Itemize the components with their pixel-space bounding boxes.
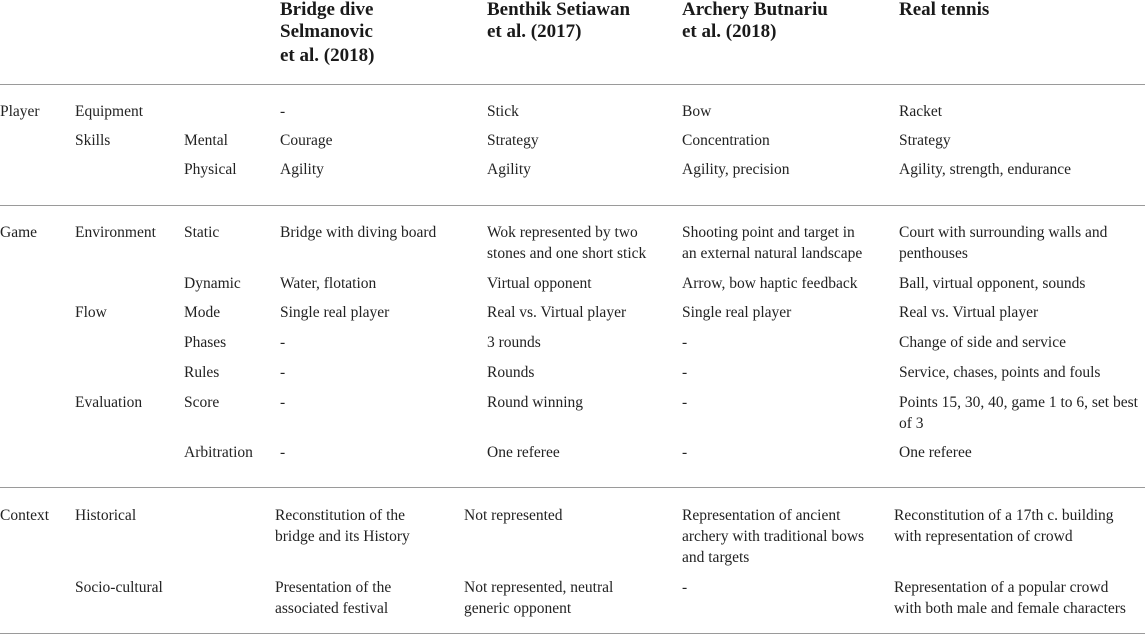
sub-flow: Flow <box>75 304 107 321</box>
cell-r12-tennis-line2: with both male and female characters <box>894 600 1126 617</box>
cell-r7-archery: - <box>682 334 688 351</box>
section-rule-player <box>0 205 1145 206</box>
cell-r11-archery-line1: Representation of ancient <box>682 507 841 524</box>
category-game: Game <box>0 224 38 241</box>
cell-r3-bridge: Agility <box>280 161 324 178</box>
header-benthik-line1: Benthik Setiawan <box>487 0 631 20</box>
category-player: Player <box>0 103 40 120</box>
cell-r5-archery: Arrow, bow haptic feedback <box>682 275 858 292</box>
cell-r4-archery-line2: an external natural landscape <box>682 245 863 262</box>
cell-r1-archery: Bow <box>682 103 712 120</box>
subsub-dynamic: Dynamic <box>184 275 241 292</box>
cell-r10-benthik: One referee <box>487 444 560 461</box>
cell-r2-tennis: Strategy <box>899 132 951 149</box>
header-tennis: Real tennis <box>899 0 990 20</box>
cell-r10-tennis: One referee <box>899 444 972 461</box>
cell-r1-bridge: - <box>280 103 286 120</box>
cell-r3-benthik: Agility <box>487 161 531 178</box>
cell-r11-archery-line3: and targets <box>682 549 750 566</box>
cell-r10-bridge: - <box>280 444 286 461</box>
cell-r5-bridge: Water, flotation <box>280 275 377 292</box>
sub-environment: Environment <box>75 224 156 241</box>
cell-r7-benthik: 3 rounds <box>487 334 541 351</box>
cell-r7-tennis: Change of side and service <box>899 334 1066 351</box>
cell-r5-tennis: Ball, virtual opponent, sounds <box>899 275 1086 292</box>
cell-r8-archery: - <box>682 364 688 381</box>
header-bridge-line3: et al. (2018) <box>280 45 375 66</box>
cell-r4-archery-line1: Shooting point and target in <box>682 224 855 241</box>
cell-r4-bridge: Bridge with diving board <box>280 224 437 241</box>
subsub-arbitration: Arbitration <box>184 444 253 461</box>
subsub-phases: Phases <box>184 334 227 351</box>
cell-r9-benthik: Round winning <box>487 394 584 411</box>
cell-r9-tennis-line1: Points 15, 30, 40, game 1 to 6, set best <box>899 394 1138 411</box>
cell-r8-tennis: Service, chases, points and fouls <box>899 364 1101 381</box>
section-rule-game <box>0 487 1145 488</box>
cell-r11-tennis-line1: Reconstitution of a 17th c. building <box>894 507 1114 524</box>
cell-r12-archery: - <box>682 579 688 596</box>
cell-r1-benthik: Stick <box>487 103 519 120</box>
header-bridge-line1: Bridge dive <box>280 0 374 20</box>
cell-r9-bridge: - <box>280 394 286 411</box>
subsub-mode: Mode <box>184 304 221 321</box>
sub-evaluation: Evaluation <box>75 394 143 411</box>
sub-equipment: Equipment <box>75 103 144 120</box>
cell-r4-tennis-line1: Court with surrounding walls and <box>899 224 1108 241</box>
cell-r4-tennis-line2: penthouses <box>899 245 968 262</box>
cell-r7-bridge: - <box>280 334 286 351</box>
cell-r11-archery-line2: archery with traditional bows <box>682 528 865 545</box>
cell-r11-bridge-line2: bridge and its History <box>275 528 410 545</box>
cell-r4-benthik-line2: stones and one short stick <box>487 245 647 262</box>
cell-r6-benthik: Real vs. Virtual player <box>487 304 627 321</box>
sub-skills: Skills <box>75 132 111 149</box>
cell-r11-tennis-line2: with representation of crowd <box>894 528 1073 545</box>
subsub-score: Score <box>184 394 220 411</box>
cell-r11-benthik: Not represented <box>464 507 563 524</box>
subsub-mental: Mental <box>184 132 228 149</box>
cell-r2-bridge: Courage <box>280 132 333 149</box>
cell-r6-archery: Single real player <box>682 304 792 321</box>
cell-r12-benthik-line1: Not represented, neutral <box>464 579 614 596</box>
sub-historical: Historical <box>75 507 137 524</box>
header-archery-line1: Archery Butnariu <box>682 0 828 20</box>
subsub-physical: Physical <box>184 161 237 178</box>
cell-r3-archery: Agility, precision <box>682 161 790 178</box>
cell-r5-benthik: Virtual opponent <box>487 275 592 292</box>
subsub-rules: Rules <box>184 364 220 381</box>
cell-r6-tennis: Real vs. Virtual player <box>899 304 1039 321</box>
cell-r8-benthik: Rounds <box>487 364 535 381</box>
cell-r3-tennis: Agility, strength, endurance <box>899 161 1072 178</box>
cell-r9-archery: - <box>682 394 688 411</box>
cell-r12-bridge-line2: associated festival <box>275 600 389 617</box>
bottom-rule <box>0 633 1145 634</box>
cell-r6-bridge: Single real player <box>280 304 390 321</box>
cell-r10-archery: - <box>682 444 688 461</box>
cell-r11-bridge-line1: Reconstitution of the <box>275 507 406 524</box>
cell-r2-archery: Concentration <box>682 132 770 149</box>
category-context: Context <box>0 507 50 524</box>
sub-socio-cultural: Socio-cultural <box>75 579 163 596</box>
cell-r1-tennis: Racket <box>899 103 943 120</box>
cell-r8-bridge: - <box>280 364 286 381</box>
cell-r4-benthik-line1: Wok represented by two <box>487 224 638 241</box>
subsub-static: Static <box>184 224 220 241</box>
cell-r12-bridge-line1: Presentation of the <box>275 579 392 596</box>
cell-r9-tennis-line2: of 3 <box>899 415 924 432</box>
header-archery-line2: et al. (2018) <box>682 21 777 42</box>
cell-r12-tennis-line1: Representation of a popular crowd <box>894 579 1109 596</box>
cell-r12-benthik-line2: generic opponent <box>464 600 572 617</box>
cell-r2-benthik: Strategy <box>487 132 539 149</box>
header-bridge-line2: Selmanovic <box>280 21 373 42</box>
header-benthik-line2: et al. (2017) <box>487 21 582 42</box>
header-rule <box>0 84 1145 85</box>
